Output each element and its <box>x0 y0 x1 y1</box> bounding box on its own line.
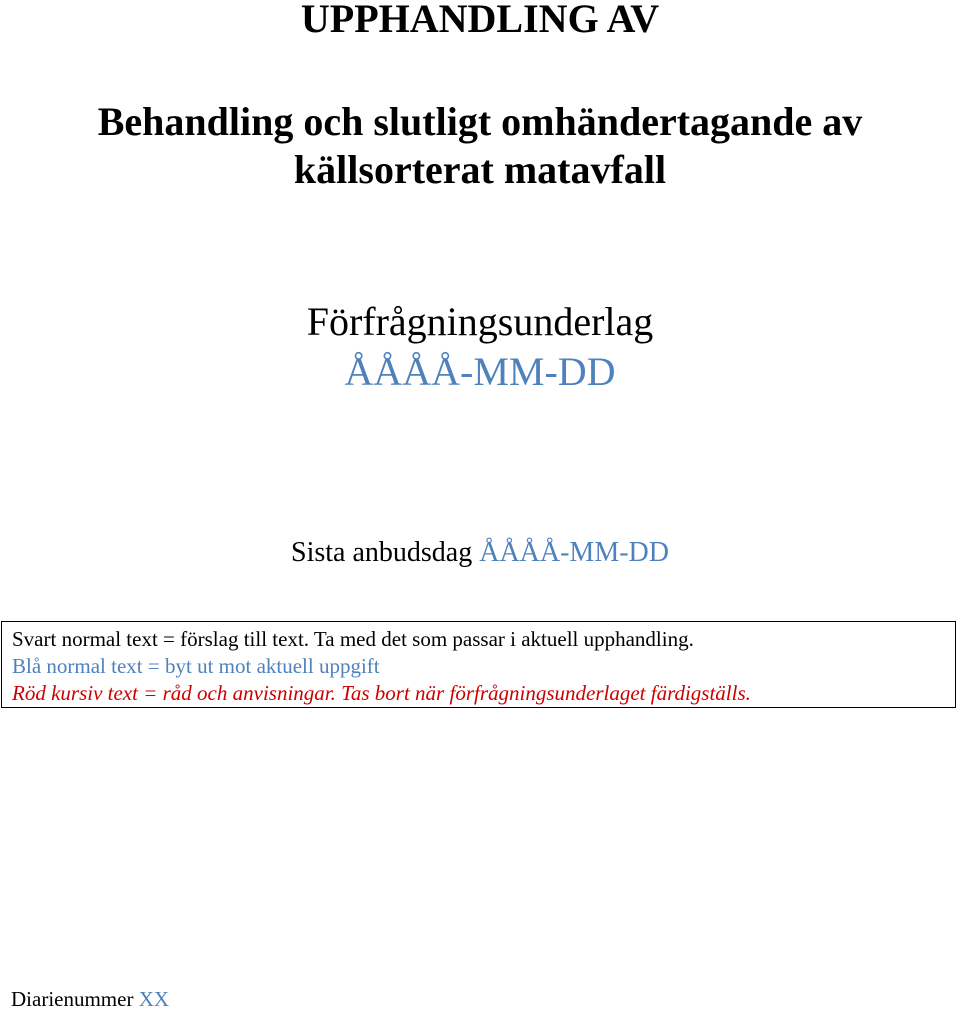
legend-blue-text: Blå normal text = byt ut mot aktuell uppgift <box>12 654 380 678</box>
tender-deadline-label: Sista anbudsdag <box>291 537 473 568</box>
document-heading: UPPHANDLING AV <box>300 0 660 41</box>
tender-deadline-date: ÅÅÅÅ-MM-DD <box>479 537 669 568</box>
procurement-subject-line-1: Behandling och slutligt omhändertagande av <box>97 99 863 144</box>
procurement-subject-line-2: källsorterat matavfall <box>293 147 667 192</box>
text-legend-box <box>1 621 956 708</box>
document-type: Förfrågningsunderlag <box>306 299 654 344</box>
document-date: ÅÅÅÅ-MM-DD <box>344 349 616 394</box>
legend-red-text: Röd kursiv text = råd och anvisningar. Tas bort när förfrågningsunderlaget färdigställs. <box>12 681 751 705</box>
procurement-subject <box>0 98 960 194</box>
legend-black-text: Svart normal text = förslag till text. Ta med det som passar i aktuell upphandling. <box>12 627 694 651</box>
tender-deadline <box>0 535 960 571</box>
diary-number-label: Diarienummer <box>11 987 134 1011</box>
diary-number <box>11 986 169 1012</box>
diary-number-value: XX <box>138 987 170 1011</box>
